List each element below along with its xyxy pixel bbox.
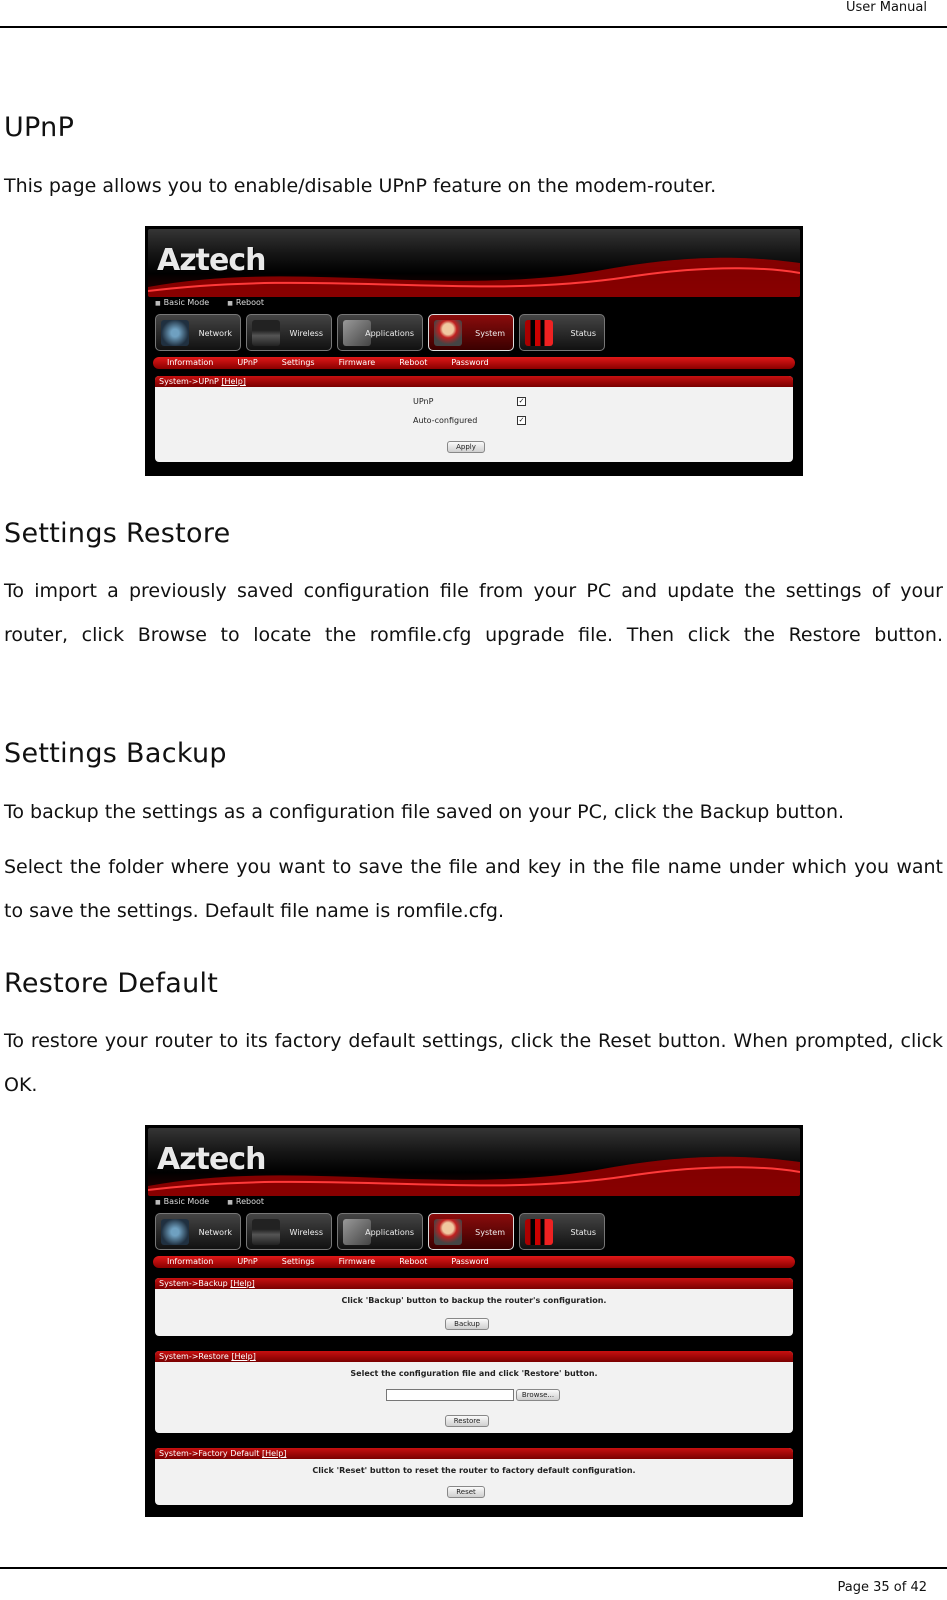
text-settings-backup-2: Select the folder where you want to save the file and key in the file name under which you want to save the settings. Default file name is romfile.cfg.: [4, 856, 943, 922]
auto-configured-label: Auto-configured: [413, 416, 478, 425]
basic-mode-link[interactable]: ■ Basic Mode: [155, 298, 209, 307]
subnav-reboot[interactable]: Reboot: [399, 358, 428, 367]
subnav-reboot[interactable]: Reboot: [399, 1257, 428, 1266]
router-screenshot-upnp: [145, 226, 803, 476]
system-user-icon: [434, 320, 462, 346]
text-settings-restore: To import a previously saved configuration file from your PC and update the settings of your router, click Browse to locate the romfile.cfg upgrade file. Then click the Restore button.: [4, 580, 943, 646]
subnav-information[interactable]: Information: [167, 1257, 214, 1266]
help-link[interactable]: [Help]: [261, 1449, 287, 1458]
tab-network[interactable]: Network: [155, 1213, 241, 1250]
main-tabs: [155, 314, 610, 351]
router-screenshot-settings: [145, 1125, 803, 1517]
tab-applications[interactable]: Applications: [337, 314, 423, 351]
subnav-settings[interactable]: Settings: [281, 1257, 315, 1266]
text-settings-backup-1: To backup the settings as a configuration file saved on your PC, click the Backup button.: [4, 801, 845, 823]
subnav-password[interactable]: Password: [451, 1257, 489, 1266]
header-rule: [0, 26, 947, 28]
help-link[interactable]: [Help]: [230, 1279, 255, 1288]
tab-system[interactable]: System: [428, 1213, 514, 1250]
basic-mode-link[interactable]: ■ Basic Mode: [155, 1197, 209, 1206]
backup-button[interactable]: Backup: [445, 1318, 489, 1330]
restore-instruction: Select the configuration file and click 'Restore' button.: [350, 1369, 598, 1378]
reset-button[interactable]: Reset: [447, 1486, 485, 1498]
aztech-logo: Aztech: [157, 243, 266, 278]
tab-system[interactable]: System: [428, 314, 514, 351]
help-link[interactable]: [Help]: [231, 1352, 256, 1361]
restore-button[interactable]: Restore: [445, 1415, 489, 1427]
factory-instruction: Click 'Reset' button to reset the router to factory default configuration.: [312, 1466, 636, 1475]
panel-title: System->UPnP [Help]: [155, 376, 793, 387]
tab-applications[interactable]: Applications: [337, 1213, 423, 1250]
factory-default-panel: [155, 1448, 793, 1505]
text-upnp: This page allows you to enable/disable UPnP feature on the modem-router.: [4, 175, 717, 197]
upnp-panel: [155, 376, 793, 462]
apply-button[interactable]: Apply: [447, 441, 485, 453]
help-link[interactable]: [Help]: [221, 377, 246, 386]
text-restore-default: To restore your router to its factory default settings, click the Reset button. When prompted, click OK.: [4, 1030, 943, 1096]
heading-upnp: UPnP: [4, 112, 75, 143]
backup-instruction: Click 'Backup' button to backup the router's configuration.: [341, 1296, 607, 1305]
subnav-firmware[interactable]: Firmware: [338, 358, 376, 367]
tab-network[interactable]: Network: [155, 314, 241, 351]
top-links: [155, 1197, 282, 1206]
tab-wireless[interactable]: Wireless: [246, 314, 332, 351]
backup-panel: [155, 1278, 793, 1336]
panel-title: System->Factory Default [Help]: [155, 1448, 793, 1459]
network-icon: [161, 320, 189, 346]
main-tabs: [155, 1213, 610, 1250]
router-icon: [252, 320, 280, 346]
subnav-settings[interactable]: Settings: [281, 358, 315, 367]
router-icon: [252, 1219, 280, 1245]
subnav-password[interactable]: Password: [451, 358, 489, 367]
panel-title: System->Backup [Help]: [155, 1278, 793, 1289]
panel-title: System->Restore [Help]: [155, 1351, 793, 1362]
aztech-logo: Aztech: [157, 1142, 266, 1177]
status-chart-icon: [525, 1219, 553, 1245]
browse-button[interactable]: Browse...: [516, 1389, 560, 1401]
sub-navigation: [153, 1256, 795, 1268]
banner: [148, 1128, 800, 1196]
heading-settings-backup: Settings Backup: [4, 738, 227, 769]
page-number: Page 35 of 42: [837, 1580, 927, 1595]
auto-configured-checkbox[interactable]: ✓: [518, 416, 525, 424]
subnav-firmware[interactable]: Firmware: [338, 1257, 376, 1266]
status-chart-icon: [525, 320, 553, 346]
tab-wireless[interactable]: Wireless: [246, 1213, 332, 1250]
subnav-information[interactable]: Information: [167, 358, 214, 367]
heading-restore-default: Restore Default: [4, 968, 219, 999]
subnav-upnp[interactable]: UPnP: [237, 358, 258, 367]
restore-panel: [155, 1351, 793, 1433]
file-path-input[interactable]: [386, 1389, 514, 1401]
reboot-link[interactable]: ■ Reboot: [227, 298, 264, 307]
header-title: User Manual: [845, 0, 927, 15]
reboot-link[interactable]: ■ Reboot: [227, 1197, 264, 1206]
banner: [148, 229, 800, 297]
system-user-icon: [434, 1219, 462, 1245]
upnp-checkbox[interactable]: ✓: [518, 397, 525, 405]
heading-settings-restore: Settings Restore: [4, 518, 231, 549]
footer-rule: [0, 1567, 947, 1569]
top-links: [155, 298, 282, 307]
subnav-upnp[interactable]: UPnP: [237, 1257, 258, 1266]
tab-status[interactable]: Status: [519, 1213, 605, 1250]
sub-navigation: [153, 357, 795, 369]
network-icon: [161, 1219, 189, 1245]
tab-status[interactable]: Status: [519, 314, 605, 351]
upnp-label: UPnP: [413, 397, 434, 406]
